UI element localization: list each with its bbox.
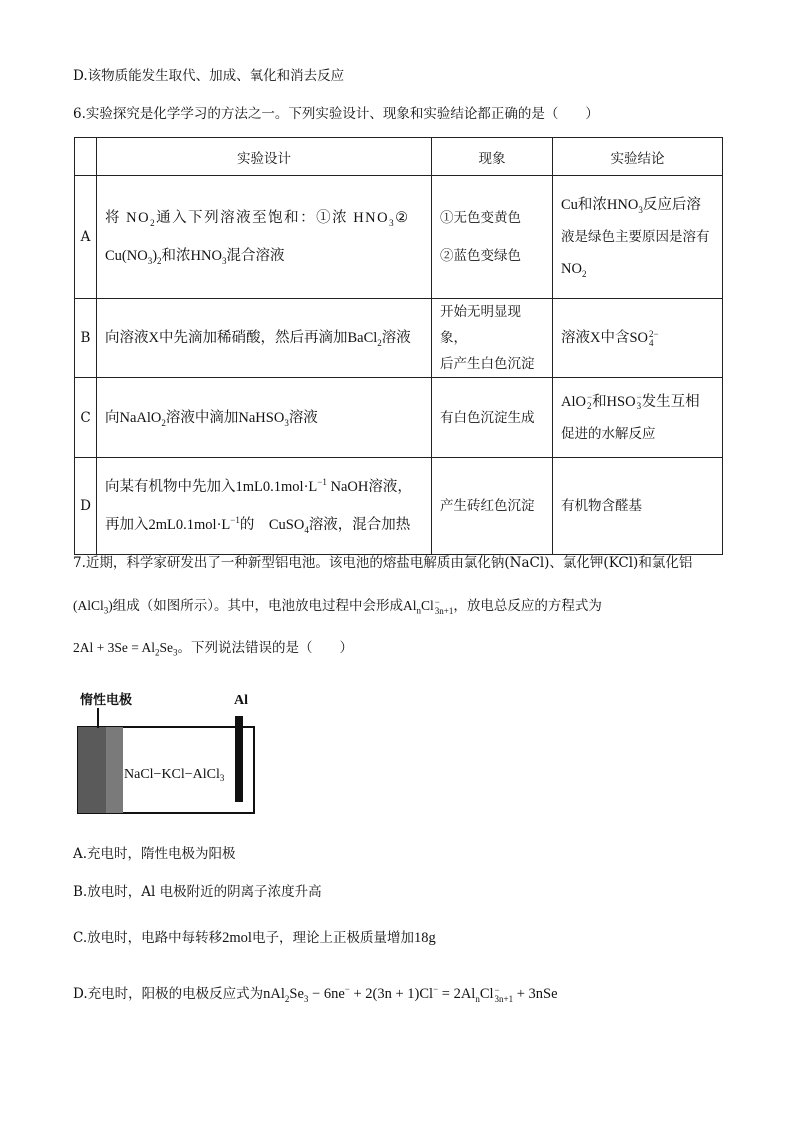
table-row-d [75, 458, 723, 555]
phen-line: ①无色变黄色 [440, 210, 521, 226]
design-cell: 向NaAlO$_2$溶液中滴加NaHSO$_3$溶液 [97, 378, 432, 458]
q7-option-a: A.充电时，隋性电极为阳极 [73, 846, 236, 862]
table-row-c [75, 378, 723, 458]
conclusion-cell: 有机物含醛基 [553, 458, 723, 555]
battery-diagram [60, 682, 280, 822]
q7-stem-line-2: (AlCl$_3$)组成（如图所示）。其中，电池放电过程中会形成$Al_nCl$ − 3n+1 ，放电总反应的方程式为 [73, 596, 602, 616]
inert-electrode-label: 惰性电极 [80, 693, 133, 708]
al-electrode-label: Al [234, 693, 248, 708]
row-id: A [75, 176, 97, 299]
q5-option-d: D.该物质能发生取代、加成、氧化和消去反应 [73, 68, 345, 84]
row-id: B [75, 299, 97, 378]
design-cell: 向溶液X中先滴加稀硝酸，然后再滴加BaCl$_2$溶液 [97, 299, 432, 378]
phen-line: ②蓝色变绿色 [440, 248, 521, 264]
electrolyte-label: NaCl−KCl−AlCl$_3$ [124, 767, 225, 783]
q6-stem: 6.实验探究是化学学习的方法之一。下列实验设计、现象和实验结论都正确的是（ ） [73, 106, 599, 122]
design-cell: 将 $NO_2$通入下列溶液至饱和：①浓 $HNO_3②$ $Cu(NO_3)_2$和浓$HNO_3$混合溶液 [97, 176, 432, 299]
phenomenon-cell: 开始无明显现象， 后产生白色沉淀 [432, 299, 553, 378]
design-cell: 向某有机物中先加入$1mL0.1mol\cdot L^{-1}$ NaOH溶液， 再加入$2mL0.1mol\cdot L^{-1}$的 CuSO$_4$溶液，混合加热 [97, 458, 432, 555]
phenomenon-cell: 有白色沉淀生成 [432, 378, 553, 458]
table-row-a [75, 176, 723, 299]
q7-stem-line-3: $2Al + 3Se = Al_2Se_3$。下列说法错误的是（ ） [73, 640, 353, 658]
conclusion-cell: AlO − 2 和HSO − 3 发生互相 促进的水解反应 [553, 378, 723, 458]
al-electrode [235, 716, 243, 802]
inert-electrode [78, 727, 106, 813]
row-id: D [75, 458, 97, 555]
inert-electrode-shade [106, 727, 123, 813]
q7-option-b: B.放电时，Al 电极附近的阴离子浓度升高 [73, 884, 322, 900]
header-conclusion: 实验结论 [553, 138, 723, 176]
q7-stem-line-1: 7.近期，科学家研发出了一种新型铝电池。该电池的熔盐电解质由氯化钠(NaCl)、氯化钾(KCl)和氯化铝 [73, 555, 693, 571]
header-phenomenon: 现象 [432, 138, 553, 176]
conclusion-cell: 溶液X中含SO 2− 4 [553, 299, 723, 378]
table-header-row [75, 138, 723, 176]
table-row-b [75, 299, 723, 378]
experiment-table [74, 137, 723, 555]
phenomenon-cell: 产生砖红色沉淀 [432, 458, 553, 555]
q7-option-c: C.放电时，电路中每转移2mol电子，理论上正极质量增加18g [73, 930, 436, 946]
header-design: 实验设计 [97, 138, 432, 176]
row-id: C [75, 378, 97, 458]
q7-option-d: D.充电时，阳极的电极反应式为$nAl_2Se_3 - 6ne^- + 2(3n + 1)Cl^- = 2Al_nCl$ − 3n+1 + 3nSe [73, 984, 558, 1004]
conclusion-cell: Cu和浓$HNO_3$反应后溶 液是绿色主要原因是溶有 $NO_2$ [553, 176, 723, 299]
header-blank [75, 138, 97, 176]
phenomenon-cell [432, 176, 553, 299]
